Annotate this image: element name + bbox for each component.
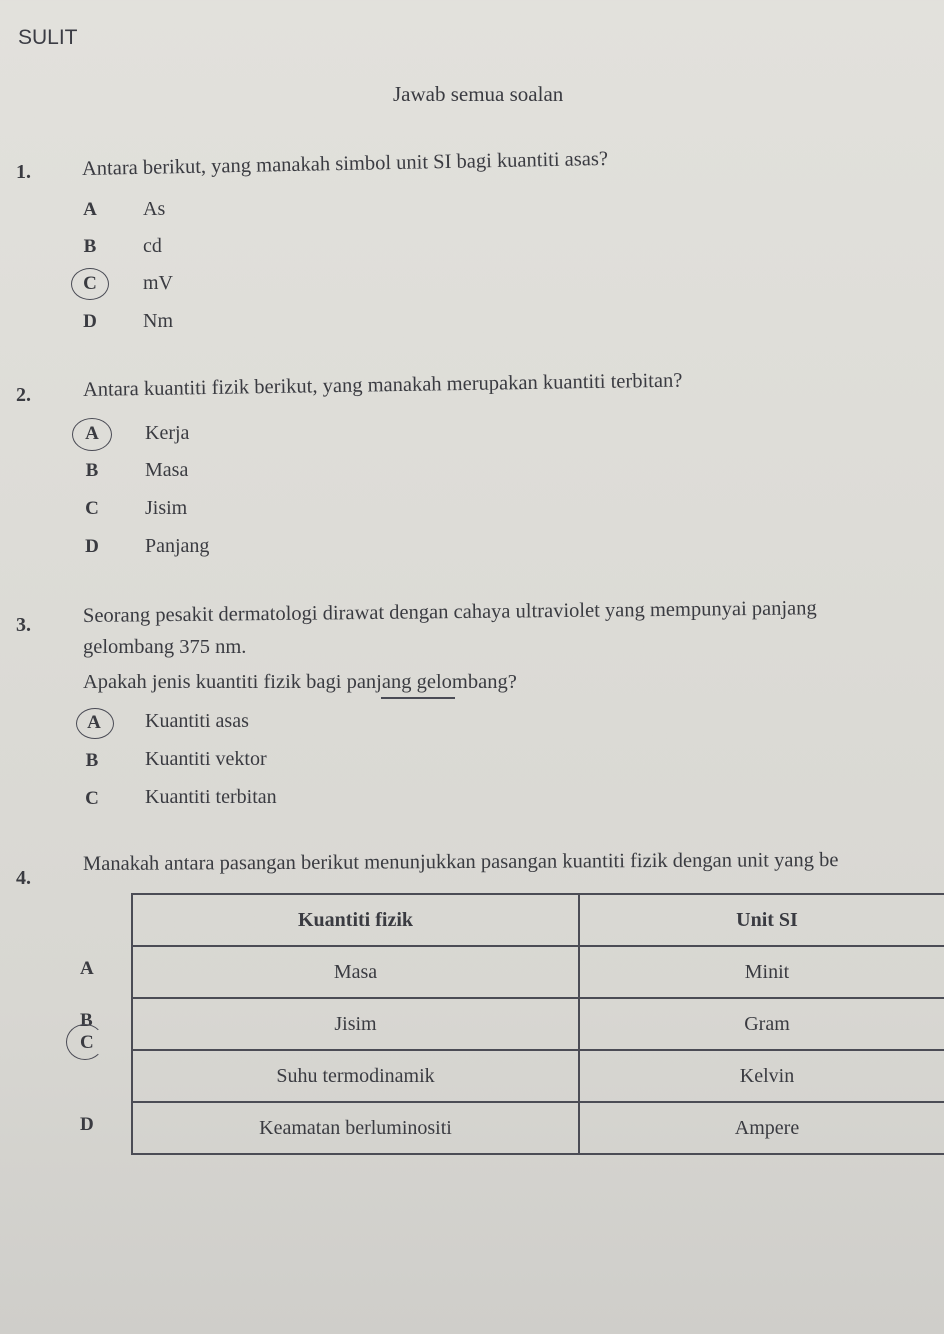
option-letter: A xyxy=(85,423,99,444)
quantity-cell: Jisim xyxy=(132,998,579,1050)
quantity-cell: Masa xyxy=(132,946,579,998)
question-number: 1. xyxy=(16,161,31,183)
row-letter: B xyxy=(80,1010,93,1031)
option-text[interactable]: As xyxy=(143,198,166,220)
question-text: Antara berikut, yang manakah simbol unit SI bagi kuantiti asas? xyxy=(81,147,609,180)
question-text: Seorang pesakit dermatologi dirawat dengan cahaya ultraviolet yang mempunyai panjang xyxy=(82,597,817,627)
unit-cell: Minit xyxy=(579,946,944,998)
option-text[interactable]: cd xyxy=(143,235,162,257)
option-letter: A xyxy=(87,712,101,733)
option-text[interactable]: Jisim xyxy=(145,497,188,519)
option-text[interactable]: Kuantiti vektor xyxy=(145,748,267,770)
option-letter: B xyxy=(85,750,99,771)
question-number: 4. xyxy=(16,867,31,889)
option-letter: C xyxy=(85,498,99,519)
table-header-row xyxy=(132,894,944,946)
instruction-heading: Jawab semua soalan xyxy=(393,82,564,106)
pen-underline-mark xyxy=(381,697,455,699)
option-text[interactable]: Panjang xyxy=(145,535,210,557)
answer-table xyxy=(131,893,944,1155)
quantity-cell: Suhu termodinamik xyxy=(132,1050,579,1102)
option-letter: B xyxy=(83,236,97,257)
sulit-label: SULIT xyxy=(18,26,78,49)
option-letter: C xyxy=(85,788,99,809)
option-letter: C xyxy=(83,273,97,294)
option-text[interactable]: Kerja xyxy=(145,422,190,444)
row-letter: A xyxy=(80,958,94,979)
table-row[interactable] xyxy=(132,1102,944,1154)
option-text[interactable]: Kuantiti asas xyxy=(145,710,249,732)
option-letter: B xyxy=(85,460,99,481)
option-text[interactable]: Kuantiti terbitan xyxy=(145,786,277,808)
question-text: gelombang 375 nm. xyxy=(83,636,247,658)
unit-cell: Ampere xyxy=(579,1102,944,1154)
row-letter: D xyxy=(80,1114,94,1135)
question-number: 3. xyxy=(16,614,31,636)
option-text[interactable]: mV xyxy=(143,272,173,294)
unit-cell: Gram xyxy=(579,998,944,1050)
question-number: 2. xyxy=(16,384,31,406)
option-letter: D xyxy=(83,311,97,332)
option-text[interactable]: Nm xyxy=(143,310,173,332)
column-header: Unit SI xyxy=(579,894,944,946)
column-header: Kuantiti fizik xyxy=(132,894,579,946)
question-text: Antara kuantiti fizik berikut, yang manakah merupakan kuantiti terbitan? xyxy=(82,369,683,401)
table-row[interactable] xyxy=(132,946,944,998)
question-text: Manakah antara pasangan berikut menunjukkan pasangan kuantiti fizik dengan unit yang be xyxy=(82,849,839,875)
option-letter: A xyxy=(83,199,97,220)
table-row[interactable] xyxy=(132,1050,944,1102)
option-text[interactable]: Masa xyxy=(145,459,189,481)
quantity-cell: Keamatan berluminositi xyxy=(132,1102,579,1154)
unit-cell: Kelvin xyxy=(579,1050,944,1102)
row-letter: C xyxy=(80,1032,94,1053)
table-row[interactable] xyxy=(132,998,944,1050)
option-letter: D xyxy=(85,536,99,557)
question-prompt: Apakah jenis kuantiti fizik bagi panjang gelombang? xyxy=(83,671,517,693)
